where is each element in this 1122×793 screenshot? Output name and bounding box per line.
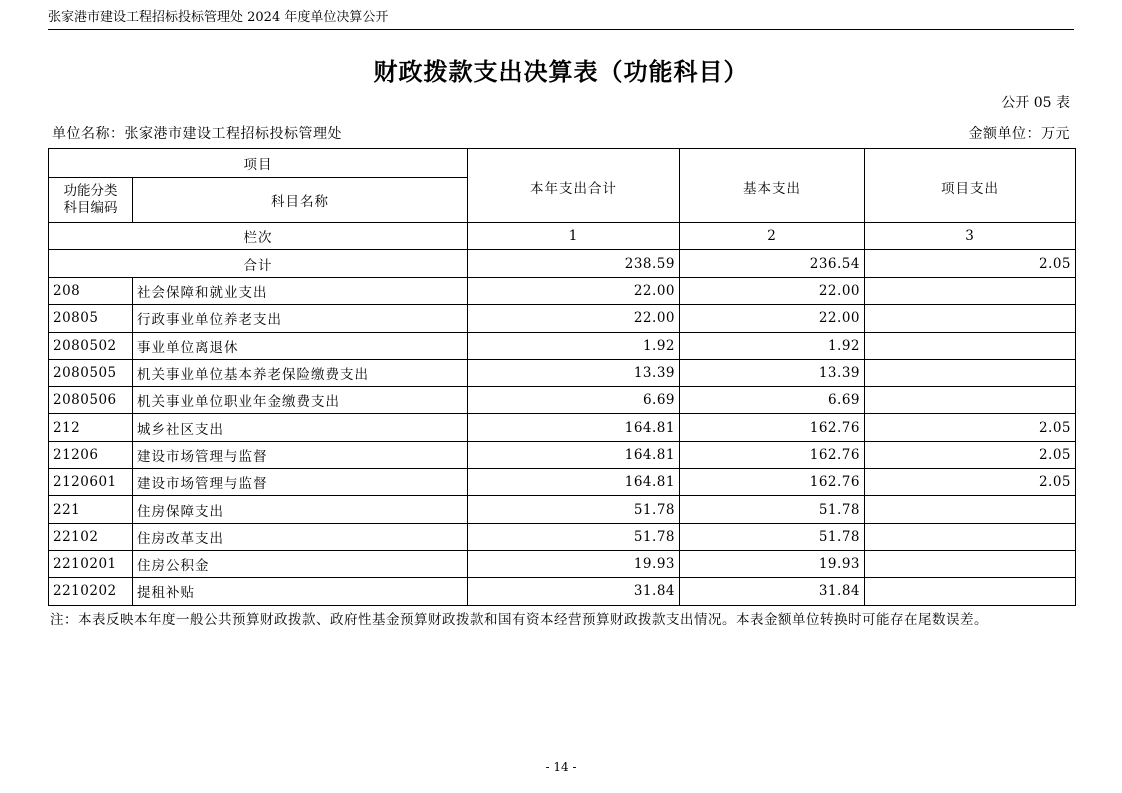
header-project-expenditure: 项目支出 [865, 149, 1076, 223]
project-amount [865, 496, 1076, 523]
form-code: 公开 05 表 [1001, 95, 1070, 111]
total-amount: 51.78 [468, 496, 680, 523]
table-row [49, 305, 1076, 332]
project-amount [865, 278, 1076, 305]
basic-amount: 19.93 [680, 550, 865, 577]
table-row [49, 523, 1076, 550]
subject-name: 建设市场管理与监督 [133, 469, 468, 496]
subject-name: 住房保障支出 [133, 496, 468, 523]
table-row [49, 278, 1076, 305]
subject-name: 机关事业单位职业年金缴费支出 [133, 387, 468, 414]
basic-amount: 31.84 [680, 578, 865, 605]
subject-name: 提租补贴 [133, 578, 468, 605]
sum-row [49, 250, 1076, 278]
sum-project: 2.05 [865, 250, 1076, 278]
table-row [49, 332, 1076, 359]
subject-code: 2080505 [49, 359, 133, 386]
subject-name: 住房改革支出 [133, 523, 468, 550]
subject-code: 2210201 [49, 550, 133, 577]
subject-code: 208 [49, 278, 133, 305]
sum-label: 合计 [49, 250, 468, 278]
project-amount: 2.05 [865, 441, 1076, 468]
sum-basic: 236.54 [680, 250, 865, 278]
amount-unit: 金额单位：万元 [968, 126, 1070, 142]
header-subject-name: 科目名称 [133, 178, 468, 223]
basic-amount: 162.76 [680, 414, 865, 441]
header-row-project [49, 149, 1076, 178]
subject-name: 行政事业单位养老支出 [133, 305, 468, 332]
basic-amount: 22.00 [680, 305, 865, 332]
table-row [49, 387, 1076, 414]
table-row [49, 414, 1076, 441]
column-label: 栏次 [49, 223, 468, 250]
subject-name: 住房公积金 [133, 550, 468, 577]
table-row [49, 441, 1076, 468]
total-amount: 13.39 [468, 359, 680, 386]
project-amount [865, 523, 1076, 550]
project-amount [865, 305, 1076, 332]
subject-name: 建设市场管理与监督 [133, 441, 468, 468]
page-number: - 14 - [545, 760, 577, 774]
header-function-code: 功能分类 科目编码 [49, 178, 133, 223]
table-row [49, 359, 1076, 386]
basic-amount: 51.78 [680, 496, 865, 523]
basic-amount: 1.92 [680, 332, 865, 359]
total-amount: 1.92 [468, 332, 680, 359]
column-number-row [49, 223, 1076, 250]
table-row [49, 578, 1076, 605]
table-row [49, 469, 1076, 496]
basic-amount: 13.39 [680, 359, 865, 386]
column-number-3: 3 [865, 223, 1076, 250]
subject-name: 事业单位离退休 [133, 332, 468, 359]
subject-code: 2080506 [49, 387, 133, 414]
project-amount: 2.05 [865, 469, 1076, 496]
column-number-1: 1 [468, 223, 680, 250]
project-amount [865, 578, 1076, 605]
basic-amount: 162.76 [680, 441, 865, 468]
total-amount: 6.69 [468, 387, 680, 414]
header-project: 项目 [49, 149, 468, 178]
total-amount: 164.81 [468, 441, 680, 468]
total-amount: 164.81 [468, 414, 680, 441]
project-amount [865, 387, 1076, 414]
project-amount [865, 550, 1076, 577]
total-amount: 22.00 [468, 278, 680, 305]
running-header: 张家港市建设工程招标投标管理处 2024 年度单位决算公开 [48, 10, 1074, 30]
table-row [49, 550, 1076, 577]
table-row [49, 496, 1076, 523]
sum-total: 238.59 [468, 250, 680, 278]
subject-code: 2080502 [49, 332, 133, 359]
basic-amount: 6.69 [680, 387, 865, 414]
unit-name: 单位名称：张家港市建设工程招标投标管理处 [52, 126, 342, 142]
subject-code: 21206 [49, 441, 133, 468]
project-amount [865, 332, 1076, 359]
subject-name: 机关事业单位基本养老保险缴费支出 [133, 359, 468, 386]
subject-code: 22102 [49, 523, 133, 550]
subject-code: 212 [49, 414, 133, 441]
expenditure-table [48, 148, 1076, 606]
project-amount: 2.05 [865, 414, 1076, 441]
subject-code: 2210202 [49, 578, 133, 605]
header-total: 本年支出合计 [468, 149, 680, 223]
project-amount [865, 359, 1076, 386]
header-basic: 基本支出 [680, 149, 865, 223]
subject-name: 城乡社区支出 [133, 414, 468, 441]
basic-amount: 162.76 [680, 469, 865, 496]
table-note: 注：本表反映本年度一般公共预算财政拨款、政府性基金预算财政拨款和国有资本经营预算财政拨款支出情况。本表金额单位转换时可能存在尾数误差。 [50, 612, 988, 628]
subject-code: 20805 [49, 305, 133, 332]
total-amount: 51.78 [468, 523, 680, 550]
basic-amount: 51.78 [680, 523, 865, 550]
page-title: 财政拨款支出决算表（功能科目） [373, 58, 749, 86]
subject-code: 221 [49, 496, 133, 523]
total-amount: 31.84 [468, 578, 680, 605]
total-amount: 19.93 [468, 550, 680, 577]
total-amount: 22.00 [468, 305, 680, 332]
subject-code: 2120601 [49, 469, 133, 496]
total-amount: 164.81 [468, 469, 680, 496]
basic-amount: 22.00 [680, 278, 865, 305]
column-number-2: 2 [680, 223, 865, 250]
subject-name: 社会保障和就业支出 [133, 278, 468, 305]
